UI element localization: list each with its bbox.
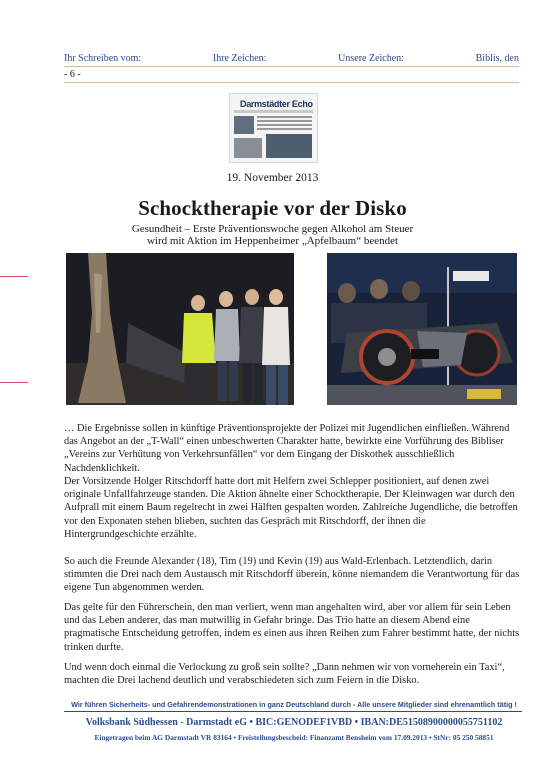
article-subline-2: wird mit Aktion im Heppenheimer „Apfelbaum“ beendet — [146, 235, 399, 247]
article-paragraph-1: … Die Ergebnisse sollen in künftige Präventionsprojekte der Polizei mit Jugendlichen einfließen. Während das Angebot an der „T-Wall“ einen unbeschwerten Charakter hatte, bewirkte eine Vorführung des Bibliser „Vereins zur Verhütung von Verkehrsunfällen“ vor dem Eingang der Diskothek ausschließlich Nachdenklichkeit. — [64, 423, 510, 474]
thumbnail-text-lines — [257, 116, 312, 132]
article-paragraph-2: Der Vorsitzende Holger Ritschdorff hatte dort mit Helfern zwei Schlepper positioniert, auf denen zwei originale Unfallfahrzeuge standen. Die Aktion ähnelte einer Schocktherapie. Der Kleinwagen war durch den Aufprall mit einem Baum regelrecht in zwei Hälften gespalten worden. Zahlreiche Jugendliche, die betroffen vor den Exponaten stehen blieben, suchten das Gespräch mit Ritschdorff, der ihnen die Hintergrundgeschichte erzählte. — [64, 476, 518, 540]
bank-details: Volksbank Südhessen - Darmstadt eG • BIC:GENODEF1VBD • IBAN:DE51508900000055751102 — [85, 717, 503, 728]
place-date-field: Biblis, den — [475, 53, 519, 64]
our-reference-field: Unsere Zeichen: — [338, 53, 404, 64]
your-reference-field: Ihre Zeichen: — [212, 53, 267, 64]
header-rule — [64, 66, 519, 67]
article-paragraph-4: Das gelte für den Führerschein, den man verliert, wenn man angehalten wird, aber vor allem für sein Leben und das Leben anderer, das man mutwillig in Gefahr bringe. Das Trio hatte an diesem Abend eine pragmatische Entscheidung getroffen, indem es einen aus ihren Reihen zum Fahrer bestimmt hatte, der nichts trinken durfte. — [64, 602, 520, 653]
article-date: 19. November 2013 — [226, 172, 319, 184]
letter-reference-fields — [64, 53, 519, 64]
registration-details: Eingetragen beim AG Darmstadt VR 83164 • Freistellungsbescheid: Finanzamt Bensheim vom 17.09.2013 • StNr: 05 250 58851 — [94, 733, 494, 742]
thumbnail-photo — [234, 116, 254, 134]
article-headline: Schocktherapie vor der Disko — [138, 196, 407, 220]
newspaper-thumbnail — [229, 93, 318, 163]
page-number: - 6 - — [64, 69, 81, 80]
header-rule-lower — [64, 82, 519, 83]
photo-tree-group — [66, 253, 294, 405]
thumbnail-divider — [234, 110, 313, 113]
thumbnail-photo-2 — [266, 134, 312, 158]
article-paragraph-3: So auch die Freunde Alexander (18), Tim (19) und Kevin (19) aus Wald-Erlenbach. Letztendlich, darin stimmten die Drei nach dem Austausch mit Ritschdorff überein, könne niemandem die Verantwortung für das eigene Tun abgenommen werden. — [64, 556, 520, 594]
thumbnail-photo-3 — [234, 138, 262, 158]
footer-rule — [64, 711, 522, 712]
fold-mark — [0, 276, 28, 277]
footer-banner: Wir führen Sicherheits- und Gefahrendemonstrationen in ganz Deutschland durch - Alle unsere Mitglieder sind ehrenamtlich tätig ! — [71, 700, 517, 709]
punch-mark — [0, 382, 28, 383]
your-letter-field: Ihr Schreiben vom: — [64, 53, 142, 64]
newspaper-masthead: Darmstädter Echo — [240, 99, 313, 109]
article-subline-1: Gesundheit – Erste Präventionswoche gegen Alkohol am Steuer — [131, 223, 414, 235]
article-paragraph-5: Und wenn doch einmal die Verlockung zu groß sein sollte? „Dann nehmen wir von vorneherein ein Taxi“, machten die Drei lachend deutlich und verabschiedeten sich zum Feiern in die Disko. — [64, 662, 505, 687]
photo-wrecked-car — [327, 253, 517, 405]
